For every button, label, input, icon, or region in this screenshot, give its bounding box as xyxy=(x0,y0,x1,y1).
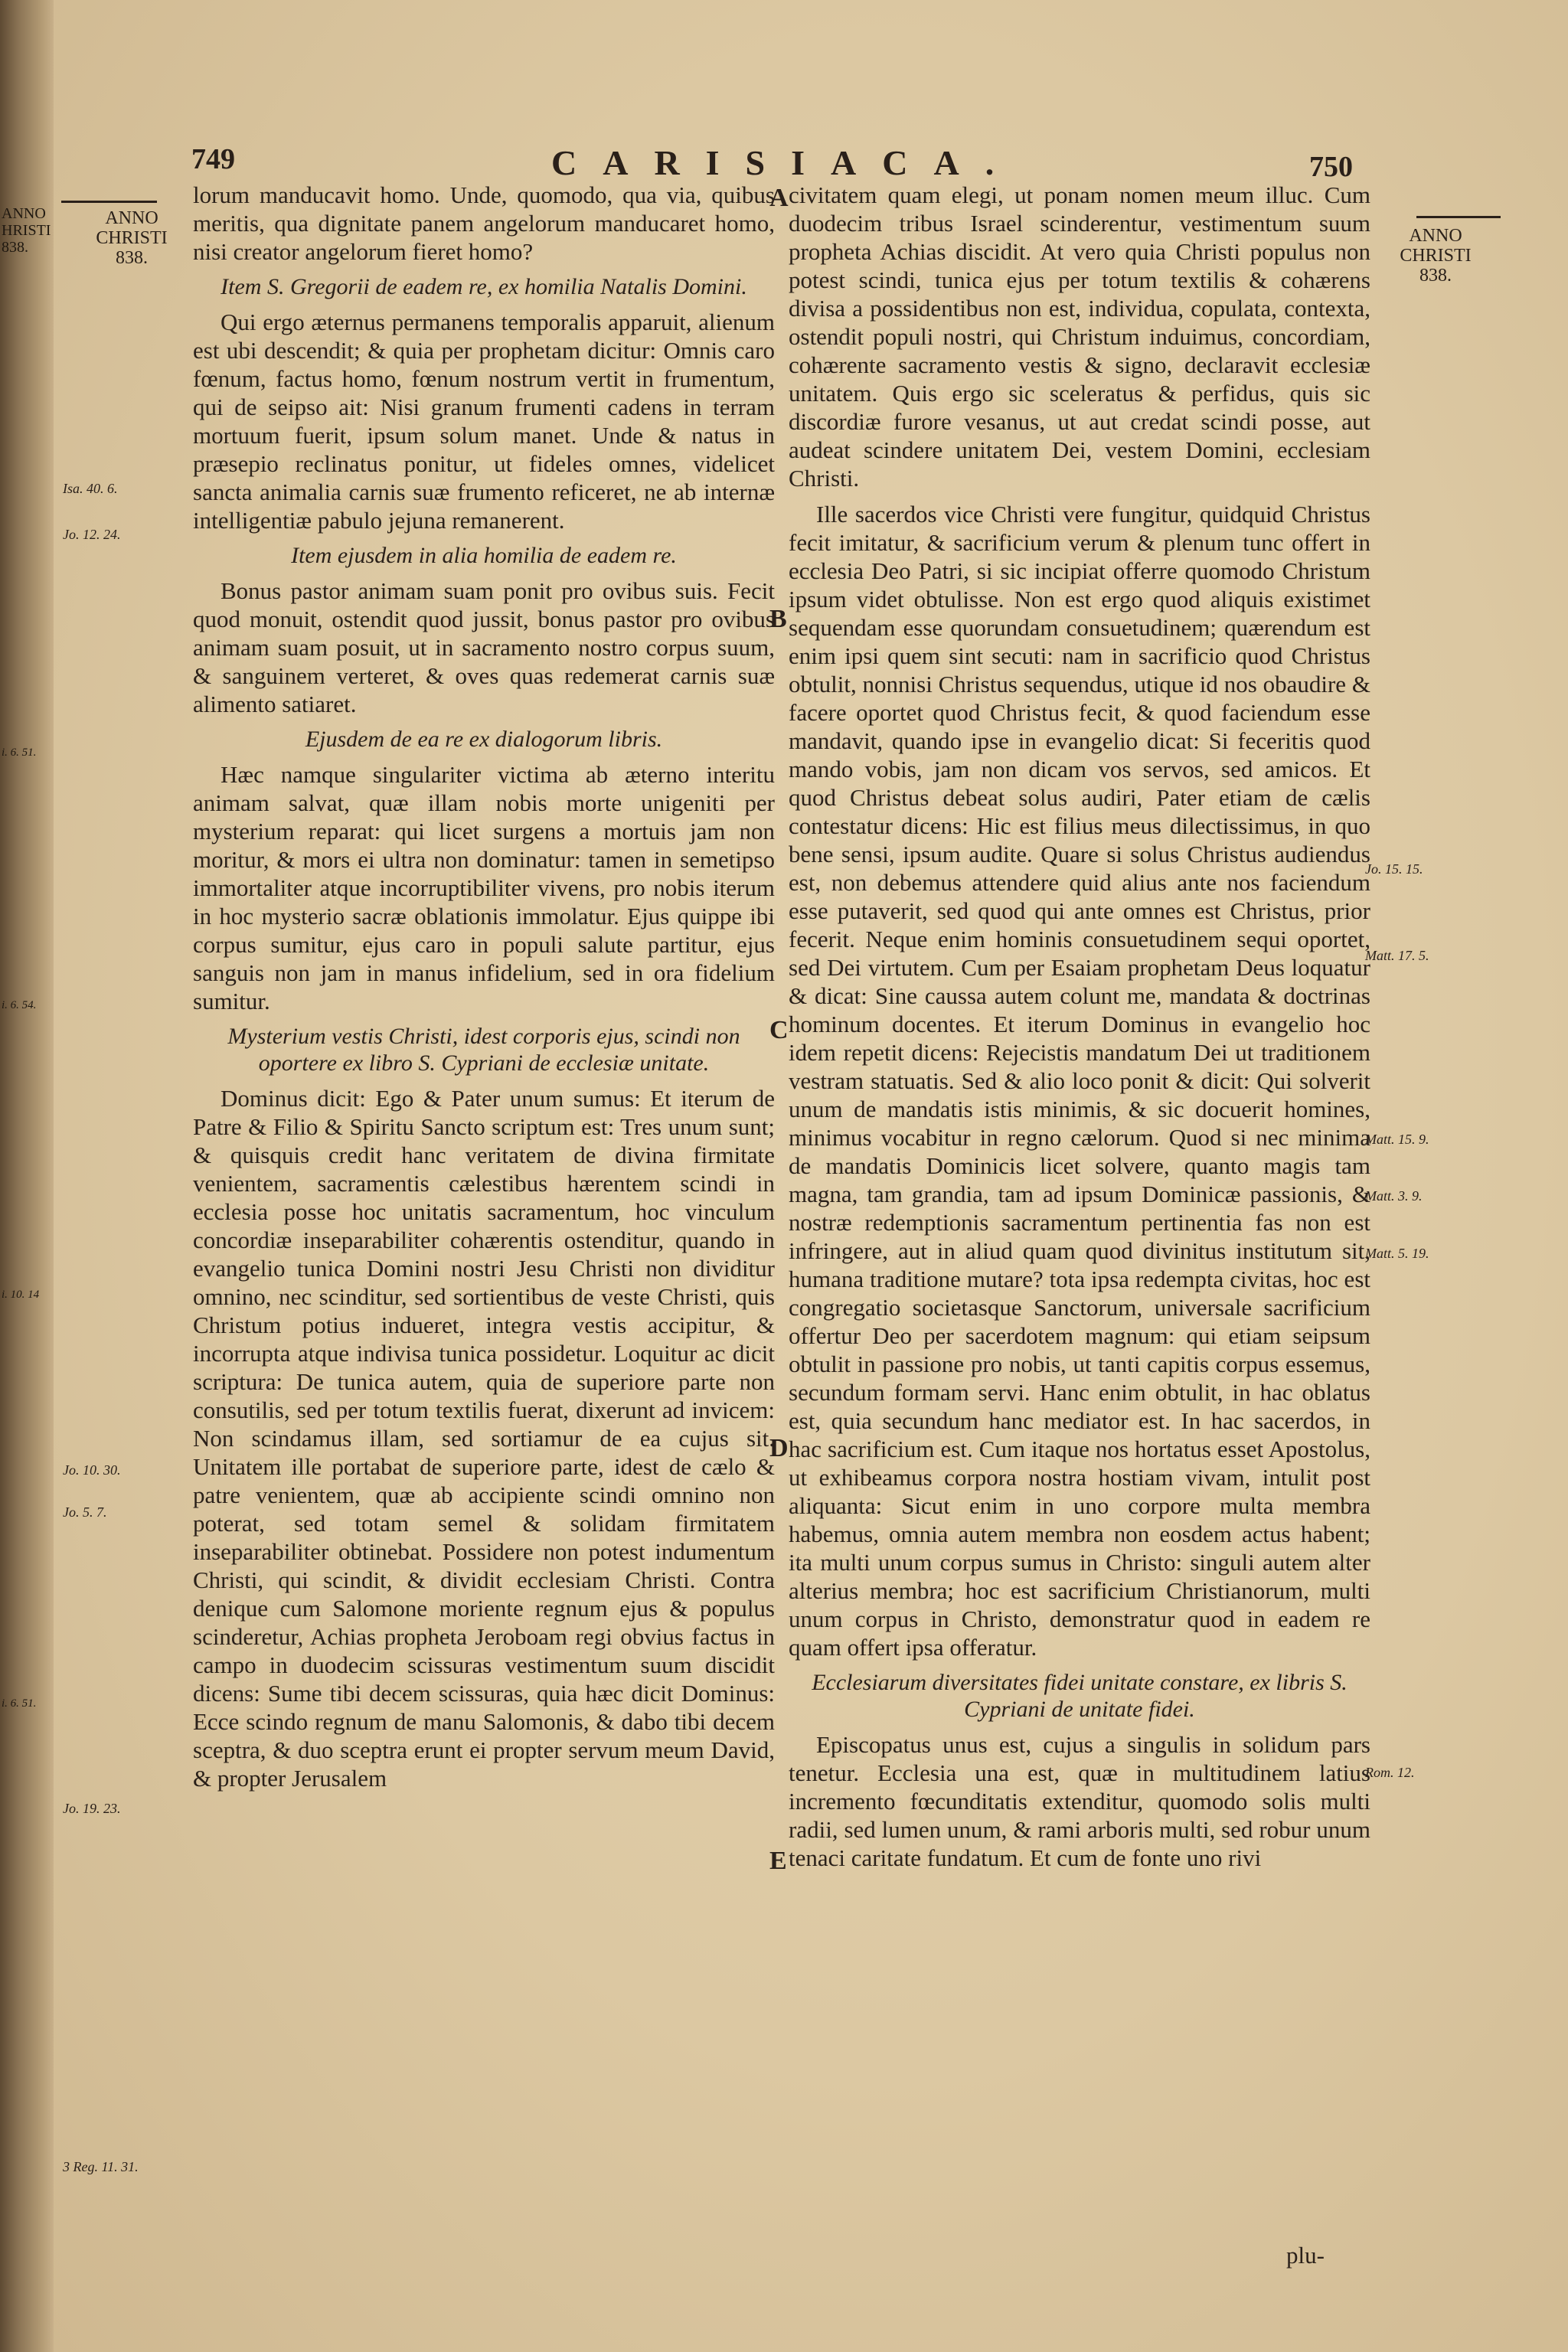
margin-reference: Jo. 10. 30. xyxy=(63,1462,121,1478)
margin-reference: Jo. 12. 24. xyxy=(63,527,121,542)
section-heading: Ecclesiarum diversitates fidei unitate constare, ex libris S. Cypriani de unitate fidei. xyxy=(812,1670,1348,1722)
catchword: plu- xyxy=(1286,2242,1325,2269)
margin-reference: Jo. 5. 7. xyxy=(63,1504,107,1520)
margin-reference: Jo. 19. 23. xyxy=(63,1801,121,1816)
running-title: CARISIACA. xyxy=(551,143,1021,182)
page-number-left: 749 xyxy=(191,143,235,175)
paragraph: Dominus dicit: Ego & Pater unum sumus: Et iterum de Patre & Filio & Spiritu Sancto scriptum est: Tres unum sunt; & quisquis credit hanc veritatem de divina firmitate venientem, sacramentis cælestibus hærentem scindi in ecclesia posse hoc unitatis sacramentum, hoc vinculum concordiæ inseparabiliter cohærentis ostenditur, quando in evangelio tunica Domini nostri Jesu Christi non dividitur omnino, nec scinditur, sed sortientibus de veste Christi, quis Christum potius indueret, integra vestis accipitur, & incorrupta atque indivisa tunica possidetur. Loquitur ac dicit scriptura: De tunica autem, quia de superiore parte non consutilis, sed per totum textilis fuerat, dixerunt ad invicem: Non scindamus illam, sed sortiamur de ea cujus sit. Unitatem ille portabat de superiore parte, idest de cælo & patre venientem, quæ ab accipiente scindi omnino non poterat, sed totam semel & solidam firmitatem inseparabiliter obtinebat. Possidere non potest indumentum Christi, qui scindit, & dividit ecclesiam Christi. Contra denique cum Salomone moriente regnum ejus & populus scinderetur, Achias propheta Jeroboam regi obvius factus in campo in duodecim scissuras vestimentum suum discidit dicens: Sume tibi decem scissuras, quia hæc dicit Dominus: Ecce scindo regnum de manu Salomonis, & dabo tibi decem sceptra, & duo sceptra erunt ei propter servum meum David, & propter Jerusalem xyxy=(193,1085,775,1792)
section-letter: C xyxy=(769,1016,789,1044)
section-heading: Item ejusdem in alia homilia de eadem re. xyxy=(291,543,677,568)
anno-christi-right: ANNO CHRISTI 838. xyxy=(1400,226,1472,286)
margin-reference: Jo. 15. 15. xyxy=(1365,861,1423,877)
section-heading: Mysterium vestis Christi, idest corporis ejus, scindi non oportere ex libro S. Cypriani de ecclesiæ unitate. xyxy=(227,1024,740,1076)
gutter-ref: i. 6. 51. xyxy=(2,746,37,759)
section-heading: Item S. Gregorii de eadem re, ex homilia Natalis Domini. xyxy=(220,274,747,299)
gutter-anno: ANNO HRISTI 838. xyxy=(2,205,51,256)
anno-christi-left: ANNO CHRISTI 838. xyxy=(96,208,168,268)
gutter-ref: i. 10. 14 xyxy=(2,1289,40,1301)
gutter-ref: i. 6. 54. xyxy=(2,999,37,1011)
margin-reference: Matt. 3. 9. xyxy=(1365,1188,1423,1204)
book-page xyxy=(54,0,1568,2352)
margin-reference: 3 Reg. 11. 31. xyxy=(63,2159,139,2174)
paragraph: civitatem quam elegi, ut ponam nomen meum illuc. Cum duodecim tribus Israel scinderentur, vestimentum suum propheta Achias discidit. At vero quia Christi populus non potest scindi, tunica ejus per totum textilis & cohærens divisa a possidentibus non est, individua, copulata, contexta, ostendit populi nostri, qui Christum induimus, concordiam, cohærente sacramento vestis & signo, declaravit ecclesiæ unitatem. Quis ergo sic sceleratus & perfidus, quis sic discordiæ furore vesanus, ut aut credat scindi posse, aut audeat scindere unitatem Dei, vestem Domini, ecclesiam Christi. xyxy=(789,181,1370,492)
paragraph: Bonus pastor animam suam ponit pro ovibus suis. Fecit quod monuit, ostendit quod jussit, bonus pastor pro ovibus animam suam posuit, ut in sacramento nostro corpus suum, & sanguinem verteret, & oves quas redemerat carnis suæ alimento satiaret. xyxy=(193,577,775,717)
paragraph: Episcopatus unus est, cujus a singulis in solidum pars tenetur. Ecclesia una est, quæ in multitudinem latius incremento fœcunditatis extenditur, quomodo solis multi radii, sed lumen unum, & rami arboris multi, sed robur unum tenaci caritate fundatum. Et cum de fonte uno rivi xyxy=(789,1731,1370,1871)
paragraph: Ille sacerdos vice Christi vere fungitur, quidquid Christus fecit imitatur, & sacrificium verum & plenum tunc offert in ecclesia Deo Patri, si sic incipiat offerre quomodo Christum ipsum videt obtulisse. Non est ergo quod aliquis existimet sequendam esse quorundam consuetudinem; quærendum est enim ipsi quem sint secuti: nam in sacrificio quod Christus obtulit, nonnisi Christus sequendus, utique id nos obaudire & facere oportet quod Christus fecit, & quod faciendum esse mandavit, quando ipse in evangelio dicat: Si feceritis quod mando vobis, jam non dicam vos servos, sed amicos. Et quod Christus debeat solus audiri, Pater etiam de cælis contestatur dicens: Hic est filius meus dilectissimus, in quo bene sensi, ipsum audite. Quare si solus Christus audiendus est, non debemus attendere quid alius ante nos faciendum esse putaverit, sed quod qui ante omnes est Christus, prior fecerit. Neque enim hominis consuetudinem sequi oportet, sed Dei virtutem. Cum per Esaiam prophetam Deus loquatur & dicat: Sine caussa autem colunt me, mandata & doctrinas hominum docentes. Et iterum Dominus in evangelio hoc idem repetit dicens: Rejecistis mandatum Dei ut traditionem vestram statuatis. Sed & alio loco ponit & dicit: Qui solverit unum de mandatis istis minimis, & sic docuerit homines, minimus vocabitur in regno cælorum. Quod si nec minima de mandatis Dominicis licet solvere, quanto magis tam magna, tam grandia, tam ad ipsum Dominicæ passionis, & nostræ redemptionis sacramentum pertinentia fas non est infringere, aut in aliud quam quod divinitus institutum sit, humana traditione mutare? tota ipsa redempta civitas, hoc est congregatio societasque Sanctorum, universale sacrificium offertur Deo per sacerdotem magnum: qui etiam seipsum obtulit in passione pro nobis, ut tanti capitis corpus essemus, secundum formam servi. Hanc enim obtulit, in hac oblatus est, quia secundum hanc mediator est. In hac sacerdos, in hac sacrificium est. Cum itaque nos hortatus esset Apostolus, ut exhibeamus corpora nostra hostiam vivam, intulit post aliquanta: Sicut enim in uno corpore multa membra habemus, omnia autem membra non eosdem actus habent; ita multi unum corpus sumus in Christo: singuli autem alter alterius membra; hoc est sacrificium Christianorum, multi unum corpus in Christo, demonstratur quod in eadem re quam offert ipsa offeratur. xyxy=(789,501,1370,1661)
page-number-right: 750 xyxy=(1309,151,1353,183)
paragraph: Hæc namque singulariter victima ab æterno interitu animam salvat, quæ illam nobis morte unigeniti per mysterium reparat: qui licet surgens a mortuis jam non moritur, & mors ei ultra non dominatur: tamen in semetipso immortaliter atque incorruptibiliter vivens, pro nobis iterum in hoc mysterio sacræ oblationis immolatur. Ejus quippe ibi corpus sumitur, ejus caro in populi salute partitur, ejus sanguis non jam in manus infidelium, sed in ora fidelium sumitur. xyxy=(193,761,775,1014)
margin-reference: Matt. 5. 19. xyxy=(1365,1246,1429,1261)
header-rule-left xyxy=(61,201,157,203)
paragraph: Qui ergo æternus permanens temporalis apparuit, alienum est ubi descendit; & quia per prophetam dicitur: Omnis caro fœnum, factus homo, fœnum nostrum vertit in frumentum, qui de seipso ait: Nisi granum frumenti cadens in terram mortuum fuerit, ipsum solum manet. Unde & natus in præsepio reclinatus ponitur, ut fideles omnes, videlicet sancta animalia carnis suæ frumento reficeret, ne ab internæ intelligentiæ pabulo jejuna remanerent. xyxy=(193,309,775,534)
gutter-ref: i. 6. 51. xyxy=(2,1697,37,1710)
header-rule-right xyxy=(1416,216,1501,218)
margin-reference: Isa. 40. 6. xyxy=(63,481,118,496)
right-column xyxy=(789,181,1370,1880)
section-letter: E xyxy=(769,1847,787,1875)
paragraph: lorum manducavit homo. Unde, quomodo, qua via, quibus meritis, qua dignitate panem angelorum manducaret homo, nisi creator angelorum fieret homo? xyxy=(193,181,775,265)
left-column xyxy=(193,181,775,1800)
margin-reference: Rom. 12. xyxy=(1365,1765,1415,1780)
margin-reference: Matt. 15. 9. xyxy=(1365,1132,1429,1147)
previous-page-edge xyxy=(0,0,54,2352)
margin-reference: Matt. 17. 5. xyxy=(1365,948,1429,963)
section-letter: A xyxy=(769,184,789,212)
section-letter: D xyxy=(769,1434,789,1462)
section-letter: B xyxy=(769,605,787,633)
section-heading: Ejusdem de ea re ex dialogorum libris. xyxy=(305,727,663,752)
